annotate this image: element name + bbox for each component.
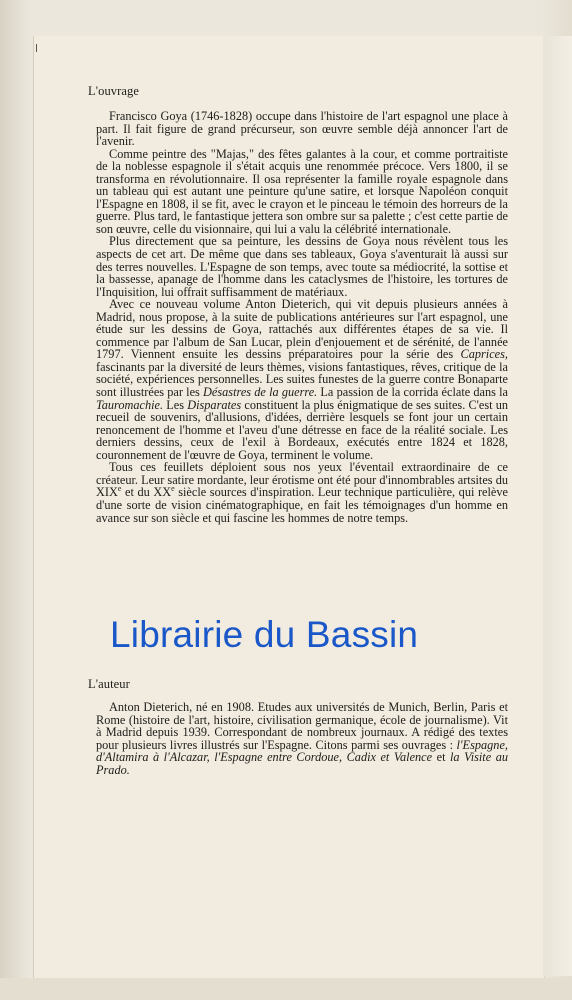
text-run: Avec ce nouveau volume Anton Dieterich, qui vit depuis plusieurs années à Madrid, nous propose, à la suite de publications antérieures sur l'art espagnol, une étude sur les dessins de Goya, rattachés aux différentes étapes de sa vie. Il commence par l'album de San Lucar, plein d'enjouement et de sérénité, de l'année 1797. Viennent ensuite les dessins préparatoires pour la série des	[96, 297, 508, 362]
text-run: siècle sources d'inspiration. Leur technique particulière, qui relève d'une sorte de vision cinématographique, en fait les témoignages d'un homme en avance sur son siècle et qui fascine les hommes de notre temps.	[96, 485, 508, 525]
section-heading-ouvrage: L'ouvrage	[88, 84, 140, 98]
italic-title: Désastres de la guerre.	[203, 385, 318, 400]
text-run: Plus directement que sa peinture, les dessins de Goya nous révèlent tous les aspects de cet art. De même que dans ses tableaux, Goya s'aventurait là aussi sur des terres nouvelles. L'Espagne de son temps, avec toute sa médiocrité, la sottise et la bassesse, apanage de l'homme dans les cataclysmes de l'histoire, les tortures de l'Inquisition, lui offrait suffisamment de matériaux.	[96, 234, 508, 299]
corner-mark	[36, 44, 37, 52]
text-run: fascinants par la diversité de leurs thèmes, visions fantastiques, rêves, critique de la société, expériences personnelles. Les suites funestes de la guerre contre Bonaparte sont illustrées par les	[96, 359, 508, 400]
bottom-edge	[0, 978, 572, 1000]
section-heading-auteur: L'auteur	[88, 677, 130, 691]
watermark-text: Librairie du Bassin	[110, 614, 419, 655]
italic-title: Disparates	[187, 397, 242, 412]
text-run: Comme peintre des "Majas," des fêtes galantes à la cour, et comme portraitiste de la noblesse espagnole il s'était acquis une renommée précoce. Vers 1800, il se transforma en révolutionnaire. Il osa représenter la famille royale espagnole dans un tableau qui est autant une peinture qu'une satire, et lorsque Napoléon conquit l'Espagne en 1808, il se fit, avec le crayon et le pinceau le témoin des horreurs de la guerre. Plus tard, le fantastique jettera son ombre sur sa palette ; c'est cette partie de son œuvre, celle du visionnaire, qui lui a valu la célébrité internationale.	[96, 146, 508, 236]
paragraph	[96, 701, 508, 776]
superscript: e	[117, 484, 122, 494]
text-run: Francisco Goya (1746-1828) occupe dans l'histoire de l'art espagnol une place à part. Il fait figure de grand précurseur, son œuvre semble déjà annoncer l'art de l'avenir.	[96, 109, 508, 149]
italic-title: l'Espagne, d'Altamira à l'Alcazar, l'Espagne entre Cordoue, Cadix et Valence	[96, 737, 508, 765]
text-run: constituent la plus énigmatique de ses suites. C'est un recueil de souvenirs, d'allusions, d'idées, derrière lesquels se font jour un certain renoncement de l'homme et l'aveu d'une détresse en face de la réalité sociale. Les derniers dessins, ceux de l'exil à Bordeaux, exécutés entre 1824 et 1828, couronnement de l'œuvre de Goya, terminent le volume.	[96, 397, 508, 462]
section-body-ouvrage	[96, 110, 508, 524]
text-run: et	[432, 750, 451, 765]
superscript: e	[171, 484, 175, 494]
text-run: et du XX	[121, 485, 172, 500]
italic-title: Caprices,	[460, 347, 508, 362]
paragraph	[96, 235, 508, 298]
paragraph	[96, 298, 508, 461]
italic-title: la Visite au Prado.	[96, 750, 508, 777]
paragraph	[96, 461, 508, 524]
text-run: La passion de la corrida éclate dans la	[317, 385, 509, 400]
page-edge	[543, 36, 572, 976]
paragraph	[96, 148, 508, 236]
text-run: Les	[163, 397, 188, 412]
text-run: Tous ces feuillets déploient sous nos yeux l'éventail extraordinaire de ce créateur. Leur satire mordante, leur érotisme ont été pour d'innombrables artsites du XIX	[96, 460, 508, 500]
section-body-auteur	[96, 701, 508, 776]
italic-title: Tauromachie.	[96, 397, 164, 412]
paragraph	[96, 110, 508, 148]
text-run: Anton Dieterich, né en 1908. Etudes aux universités de Munich, Berlin, Paris et Rome (histoire de l'art, histoire, civilisation germanique, école de journalisme). Vit à Madrid depuis 1939. Correspondant de nombreux journaux. A rédigé des textes pour plusieurs livres illustrés sur l'Espagne. Citons parmi ses ouvrages :	[96, 700, 508, 752]
